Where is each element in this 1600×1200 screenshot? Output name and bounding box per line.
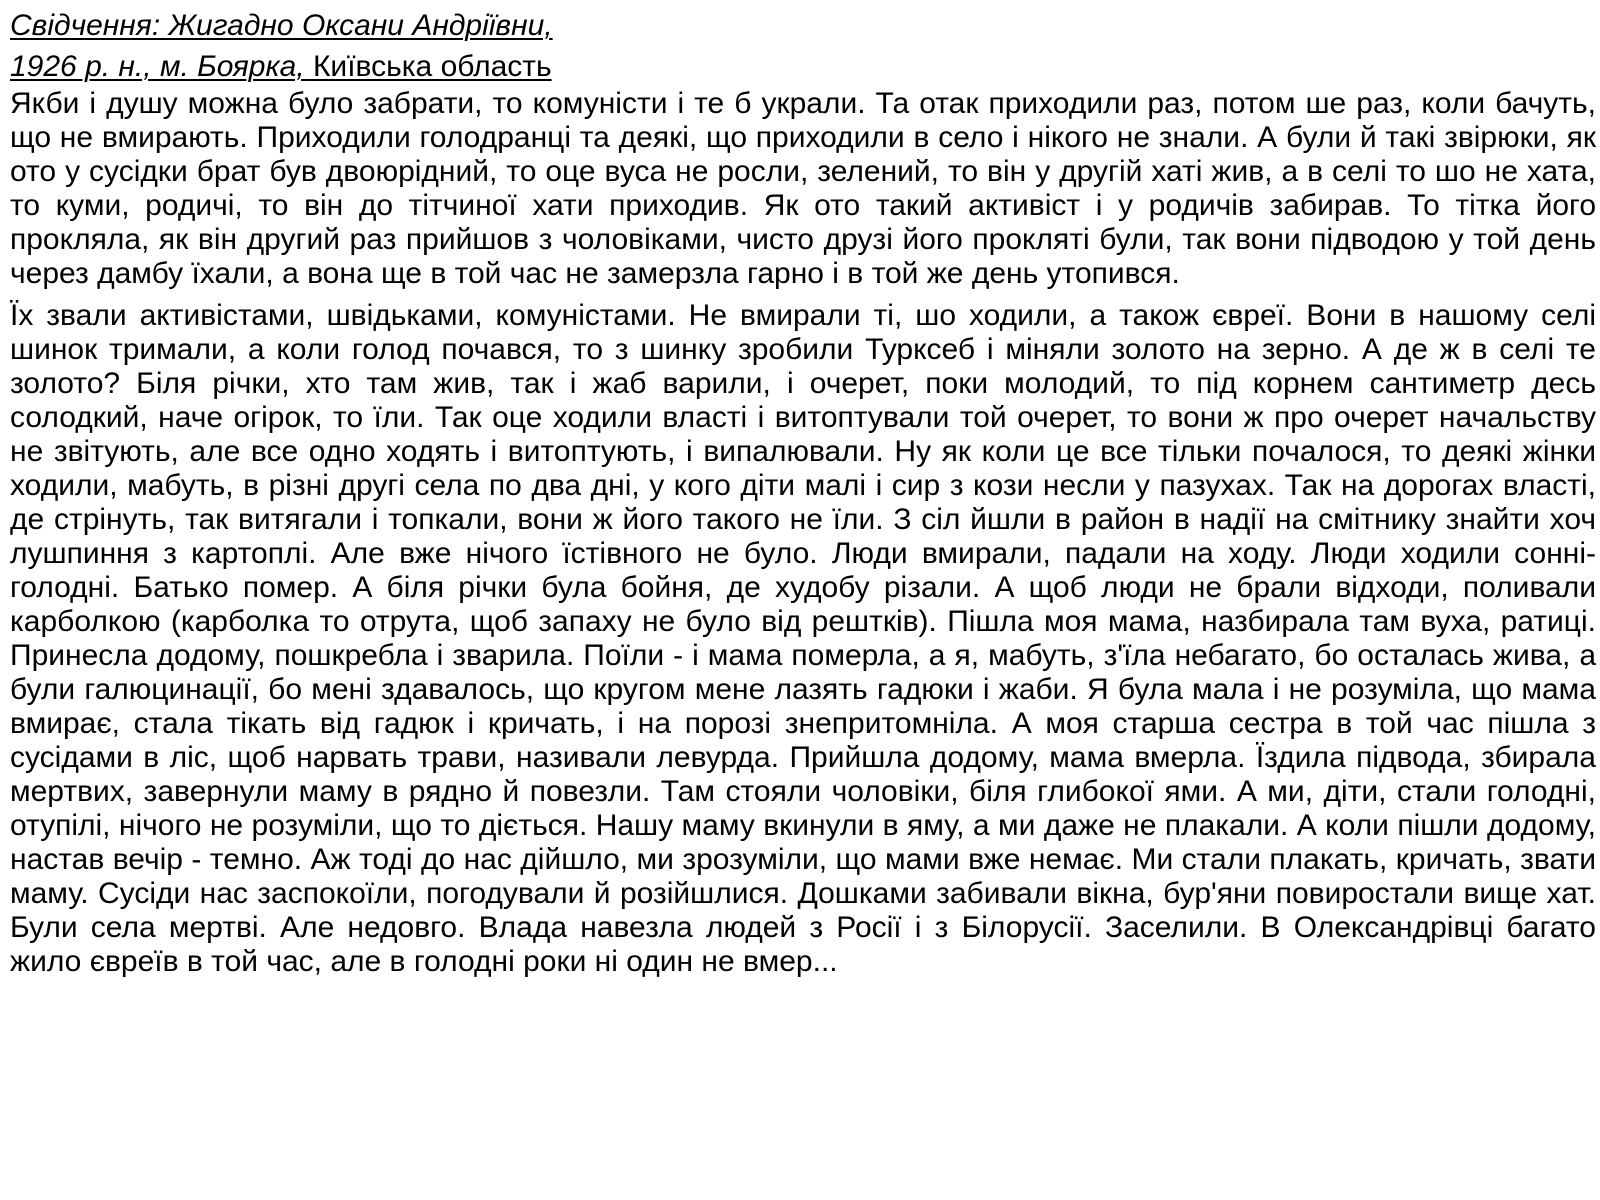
testimony-header xyxy=(10,0,1596,87)
header-birth-place: 1926 р. н., м. Боярка, Київська область xyxy=(10,50,552,83)
header-line-1 xyxy=(10,5,1596,46)
header-witness-name: Свідчення: Жигадно Оксани Андріївни, xyxy=(10,9,553,42)
header-region: Київська область xyxy=(304,50,552,83)
testimony-paragraph-1: Якби і душу можна було забрати, то комуністи і те б украли. Та отак приходили раз, потом ше раз, коли бачуть, що не вмирають. Приходили голодранці та деякі, що приходили в село і нікого не знали. А були й такі звірюки, як ото у сусідки брат був двоюрідний, то оце вуса не росли, зелений, то він у другій хаті жив, а в селі то шо не хата, то куми, родичі, то він до тітчиної хати приходив. Як ото такий активіст і у родичів забирав. То тітка його прокляла, як він другий раз прийшов з чоловіками, чисто друзі його прокляті були, так вони підводою у той день через дамбу їхали, а вона ще в той час не замерзла гарно і в той же день утопився. xyxy=(10,87,1596,290)
header-line-2 xyxy=(10,46,1596,87)
testimony-paragraph-2: Їх звали активістами, швідьками, комуністами. Не вмирали ті, шо ходили, а також євреї. Вони в нашому селі шинок тримали, а коли голод почався, то з шинку зробили Турксеб і міняли золото на зерно. А де ж в селі те золото? Біля річки, хто там жив, так і жаб варили, і очерет, поки молодий, то під корнем сантиметр десь солодкий, наче огірок, то їли. Так оце ходили власті і витоптували той очерет, то вони ж про очерет начальству не звітують, але все одно ходять і витоптують, і випалювали. Ну як коли це все тільки почалося, то деякі жінки ходили, мабуть, в різні другі села по два дні, у кого діти малі і сир з кози несли у пазухах. Так на дорогах власті, де стрінуть, так витягали і топкали, вони ж його такого не їли. З сіл йшли в район в надії на смітнику знайти хоч лушпиння з картоплі. Але вже нічого їстівного не було. Люди вмирали, падали на ходу. Люди ходили сонні-голодні. Батько помер. А біля річки була бойня, де худобу різали. А щоб люди не брали відходи, поливали карболкою (карболка то отрута, щоб запаху не було від рештків). Пішла моя мама, назбирала там вуха, ратиці. Принесла додому, пошкребла і зварила. Поїли - і мама померла, а я, мабуть, з'їла небагато, бо осталась жива, а були галюцинації, бо мені здавалось, що кругом мене лазять гадюки і жаби. Я була мала і не розуміла, що мама вмирає, стала тікать від гадюк і кричать, і на порозі знепритомніла. А моя старша сестра в той час пішла з сусідами в ліс, щоб нарвать трави, називали левурда. Прийшла додому, мама вмерла. Їздила підвода, збирала мертвих, завернули маму в рядно й повезли. Там стояли чоловіки, біля глибокої ями. А ми, діти, стали голодні, отупілі, нічого не розуміли, що то діється. Нашу маму вкинули в яму, а ми даже не плакали. А коли пішли додому, настав вечір - темно. Аж тоді до нас дійшло, ми зрозуміли, що мами вже немає. Ми стали плакать, кричать, звати маму. Сусіди нас заспокоїли, погодували й розійшлися. Дошками забивали вікна, бур'яни повиростали вище хат. Були села мертві. Але недовго. Влада навезла людей з Росії і з Білорусії. Заселили. В Олександрівці багато жило євреїв в той час, але в голодні роки ні один не вмер... xyxy=(10,299,1596,978)
document-page xyxy=(10,0,1596,1200)
